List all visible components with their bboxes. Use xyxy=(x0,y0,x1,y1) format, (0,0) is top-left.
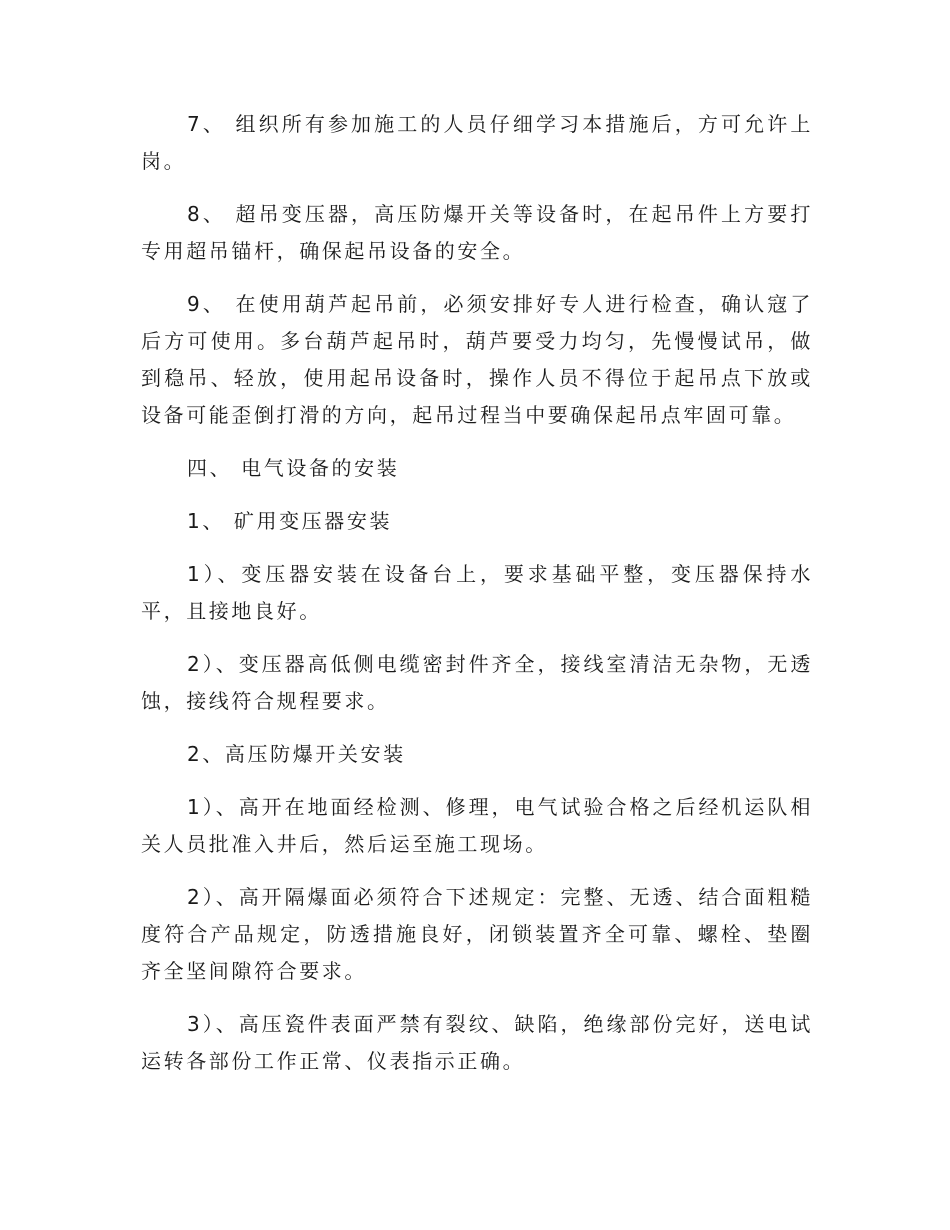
paragraph-item-9: 9、 在使用葫芦起吊前，必须安排好专人进行检查，确认寇了后方可使用。多台葫芦起吊时，葫芦要受力均匀，先慢慢试吊，做到稳吊、轻放，使用起吊设备时，操作人员不得位于起吊点下放或设备可能歪倒打滑的方向，起吊过程当中要确保起吊点牢固可靠。 xyxy=(141,292,813,427)
paragraph-switch-2: 2）、高开隔爆面必须符合下述规定：完整、无透、结合面粗糙度符合产品规定，防透措施良好，闭锁装置齐全可靠、螺栓、垫圈齐全坚间隙符合要求。 xyxy=(141,885,813,983)
paragraph-transformer-1: 1）、变压器安装在设备台上，要求基础平整，变压器保持水平，且接地良好。 xyxy=(141,562,813,623)
paragraph-item-7: 7、 组织所有参加施工的人员仔细学习本措施后，方可允许上岗。 xyxy=(141,112,813,173)
paragraph-item-8: 8、 超吊变压器，高压防爆开关等设备时，在起吊件上方要打专用超吊锚杆，确保起吊设备的安全。 xyxy=(141,202,813,263)
subsection-heading-transformer: 1、 矿用变压器安装 xyxy=(187,509,393,533)
section-heading-electrical-installation: 四、 电气设备的安装 xyxy=(187,456,400,480)
paragraph-transformer-2: 2）、变压器高低侧电缆密封件齐全，接线室清洁无杂物，无透蚀，接线符合规程要求。 xyxy=(141,652,813,713)
document-body xyxy=(141,106,813,1096)
subsection-heading-switch: 2、高压防爆开关安装 xyxy=(187,742,406,766)
paragraph-switch-1: 1）、高开在地面经检测、修理，电气试验合格之后经机运队相关人员批准入井后，然后运至施工现场。 xyxy=(141,795,813,856)
paragraph-switch-3: 3）、高压瓷件表面严禁有裂纹、缺陷，绝缘部份完好，送电试运转各部份工作正常、仪表指示正确。 xyxy=(141,1012,813,1073)
